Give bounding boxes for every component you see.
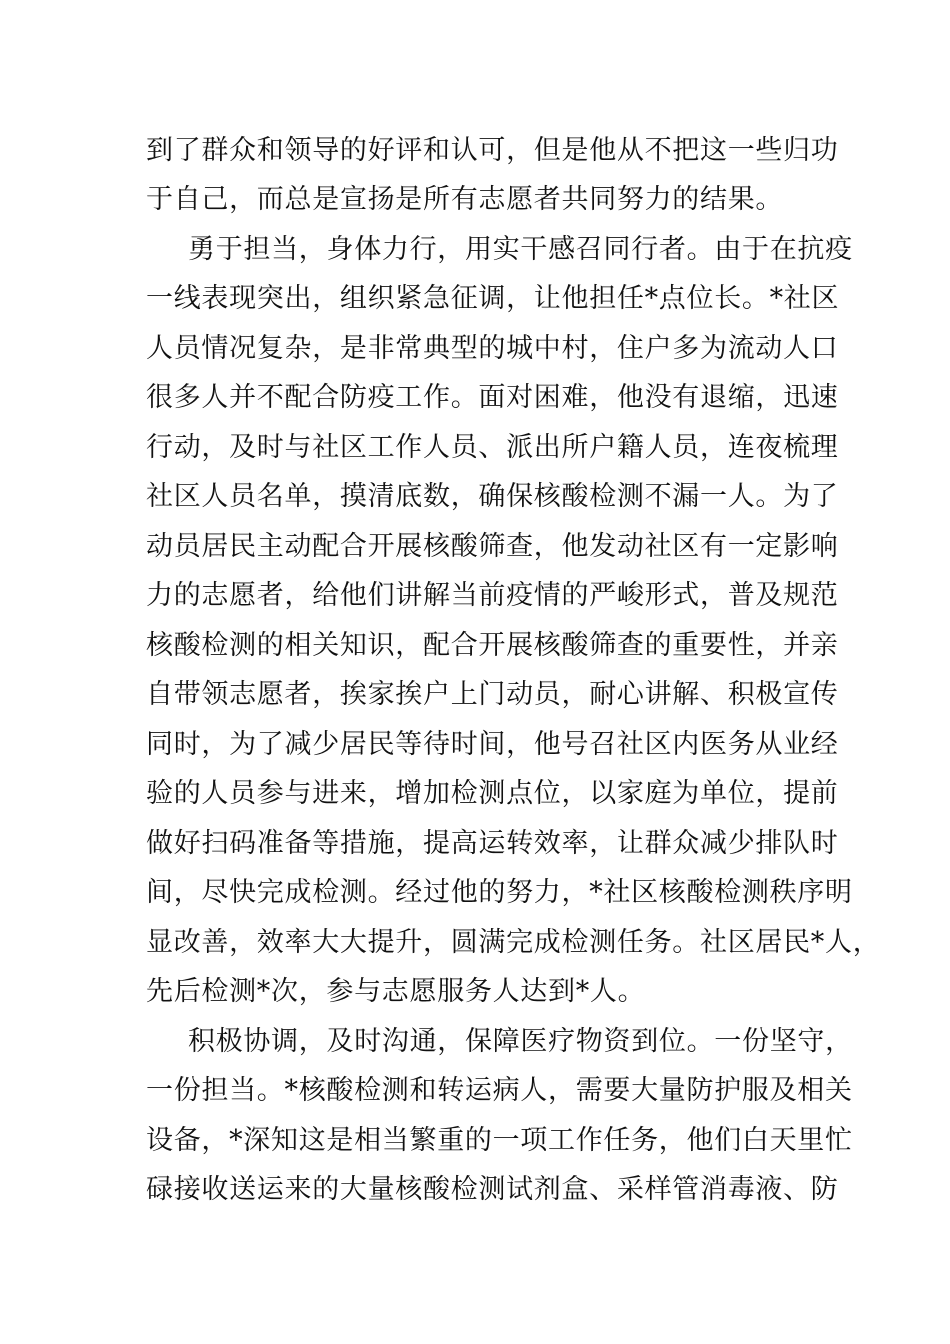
text-line: 一线表现突出，组织紧急征调，让他担任*点位长。*社区 (146, 283, 840, 314)
text-line: 自带领志愿者，挨家挨户上门动员，耐心讲解、积极宣传 (146, 679, 839, 710)
text-line: 一份担当。*核酸检测和转运病人，需要大量防护服及相关 (146, 1075, 853, 1106)
text-line: 核酸检测的相关知识，配合开展核酸筛查的重要性，并亲 (146, 630, 839, 661)
text-line: 同时，为了减少居民等待时间，他号召社区内医务从业经 (146, 729, 839, 760)
text-line: 很多人并不配合防疫工作。面对困难，他没有退缩，迅速 (146, 382, 839, 413)
text-line: 验的人员参与进来，增加检测点位，以家庭为单位，提前 (146, 778, 839, 809)
text-line: 碌接收送运来的大量核酸检测试剂盒、采样管消毒液、防 (146, 1174, 839, 1205)
text-line: 做好扫码准备等措施，提高运转效率，让群众减少排队时 (146, 828, 839, 859)
text-line: 人员情况复杂，是非常典型的城中村，住户多为流动人口 (146, 333, 839, 364)
text-line: 显改善，效率大大提升，圆满完成检测任务。社区居民*人， (146, 927, 881, 958)
paragraph-first-line: 勇于担当，身体力行，用实干感召同行者。由于在抗疫 (188, 234, 853, 265)
text-line: 设备，*深知这是相当繁重的一项工作任务，他们白天里忙 (146, 1125, 853, 1156)
text-line: 行动，及时与社区工作人员、派出所户籍人员，连夜梳理 (146, 432, 839, 463)
text-line: 到了群众和领导的好评和认可，但是他从不把这一些归功 (146, 135, 839, 166)
text-line: 间，尽快完成检测。经过他的努力，*社区核酸检测秩序明 (146, 877, 853, 908)
text-line: 于自己，而总是宣扬是所有志愿者共同努力的结果。 (146, 184, 784, 215)
text-line: 力的志愿者，给他们讲解当前疫情的严峻形式，普及规范 (146, 580, 839, 611)
text-line: 先后检测*次，参与志愿服务人达到*人。 (146, 976, 646, 1007)
paragraph-first-line: 积极协调，及时沟通，保障医疗物资到位。一份坚守， (188, 1026, 853, 1057)
text-line: 社区人员名单，摸清底数，确保核酸检测不漏一人。为了 (146, 481, 839, 512)
text-line: 动员居民主动配合开展核酸筛查，他发动社区有一定影响 (146, 531, 839, 562)
